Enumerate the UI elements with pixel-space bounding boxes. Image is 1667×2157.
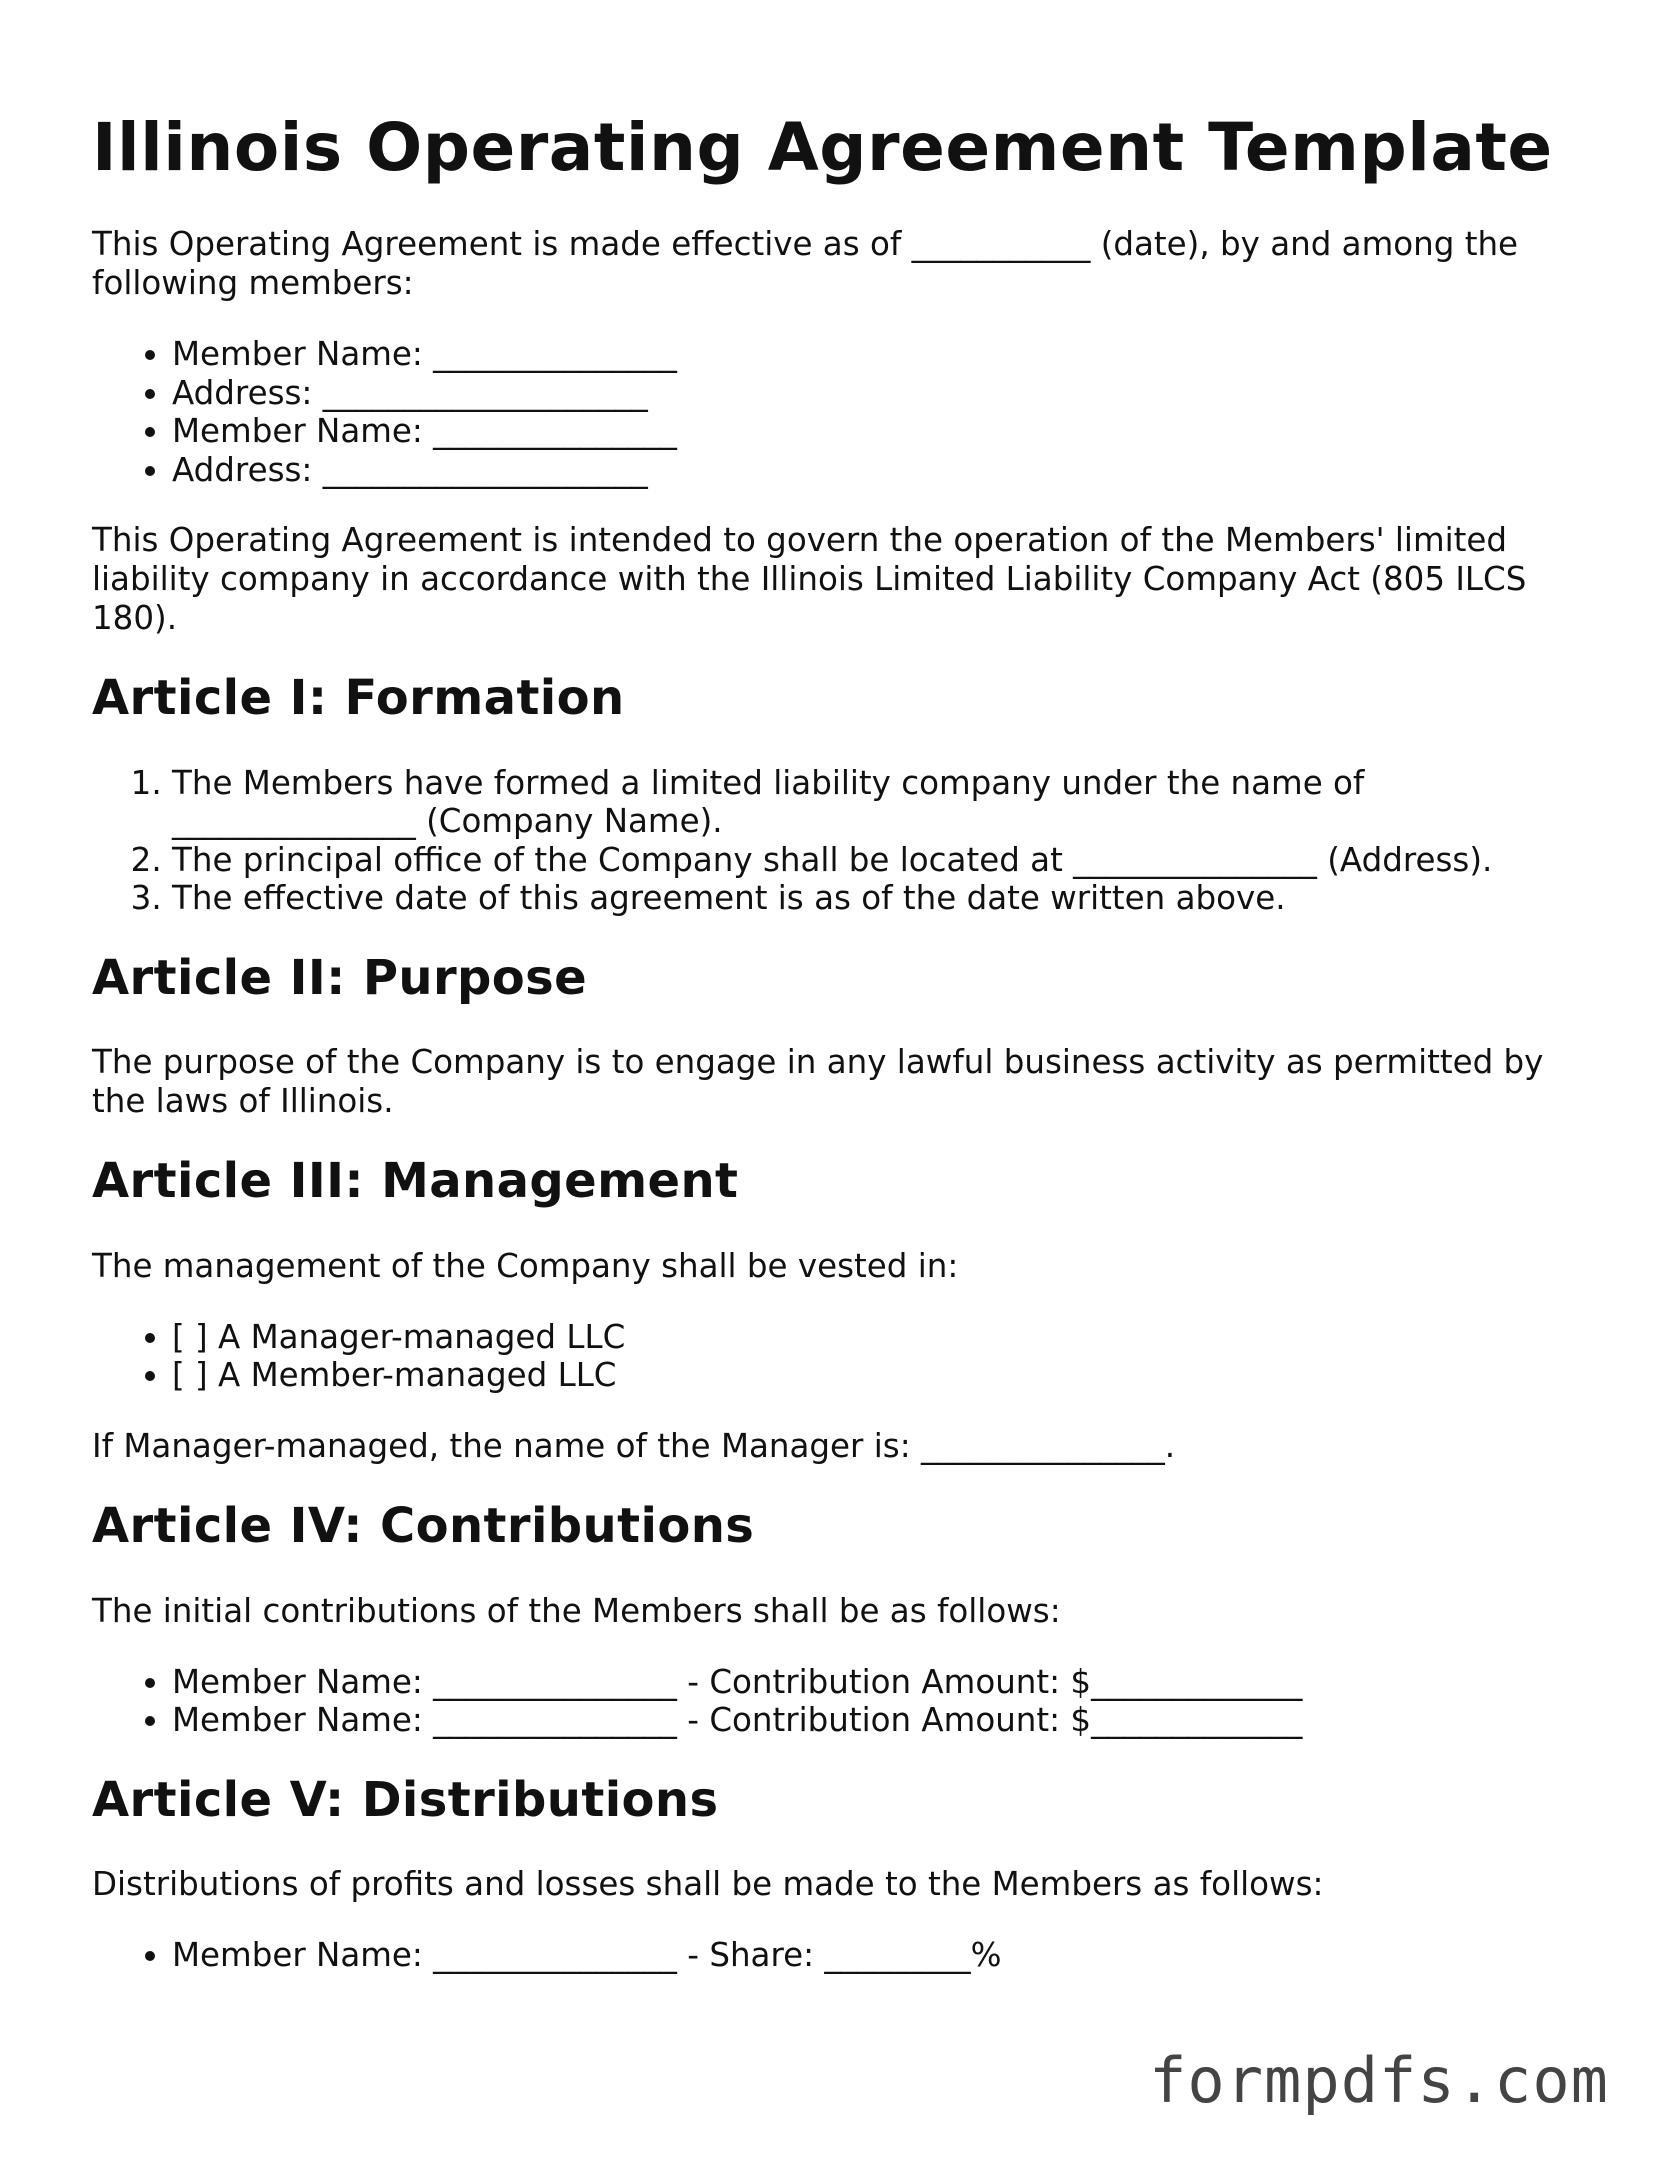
distributions-paragraph: Distributions of profits and losses shall be made to the Members as follows: — [92, 1865, 1324, 1904]
list-item: • [ ] A Manager-managed LLC — [172, 1318, 1592, 1357]
article-2-heading: Article II: Purpose — [92, 949, 588, 1006]
article-4-heading: Article IV: Contributions — [92, 1497, 755, 1554]
article-1-heading: Article I: Formation — [92, 670, 625, 727]
article-3-heading: Article III: Management — [92, 1153, 739, 1210]
intro-paragraph: This Operating Agreement is made effective as of ___________ (date), by and among the following members: — [92, 225, 1519, 303]
formation-list — [92, 764, 1592, 918]
watermark: formpdfs.com — [1149, 2044, 1609, 2117]
list-item: 3. The effective date of this agreement is as of the date written above. — [172, 879, 1592, 918]
list-item: • [ ] A Member-managed LLC — [172, 1356, 1592, 1395]
list-item: • Member Name: _______________ - Contribution Amount: $_____________ — [172, 1663, 1592, 1702]
list-item: • Address: ____________________ — [172, 451, 1592, 490]
document-title: Illinois Operating Agreement Template — [92, 109, 1553, 186]
governance-paragraph: This Operating Agreement is intended to govern the operation of the Members' limited liability company in accordance with the Illinois Limited Liability Company Act (805 ILCS 180). — [92, 521, 1527, 638]
members-list — [92, 335, 1592, 489]
purpose-paragraph: The purpose of the Company is to engage in any lawful business activity as permitted by the laws of Illinois. — [92, 1043, 1544, 1121]
manager-name-line: If Manager-managed, the name of the Manager is: _______________. — [92, 1426, 1176, 1465]
list-item: • Member Name: _______________ - Contribution Amount: $_____________ — [172, 1701, 1592, 1740]
list-item: • Member Name: _______________ — [172, 412, 1592, 451]
management-paragraph: The management of the Company shall be vested in: — [92, 1246, 959, 1285]
contributions-paragraph: The initial contributions of the Members shall be as follows: — [92, 1591, 1061, 1630]
list-item: • Address: ____________________ — [172, 374, 1592, 413]
list-item: 2. The principal office of the Company shall be located at _______________ (Address). — [172, 841, 1592, 880]
article-5-heading: Article V: Distributions — [92, 1771, 719, 1828]
list-item: • Member Name: _______________ - Share: _________% — [172, 1936, 1592, 1975]
list-item: 1. The Members have formed a limited liability company under the name of _______________ (Company Name). — [172, 764, 1592, 841]
document-page — [92, 108, 1592, 2007]
list-item: • Member Name: _______________ — [172, 335, 1592, 374]
contributions-list — [92, 1663, 1592, 1740]
distributions-list — [92, 1936, 1592, 1975]
management-options-list — [92, 1318, 1592, 1395]
